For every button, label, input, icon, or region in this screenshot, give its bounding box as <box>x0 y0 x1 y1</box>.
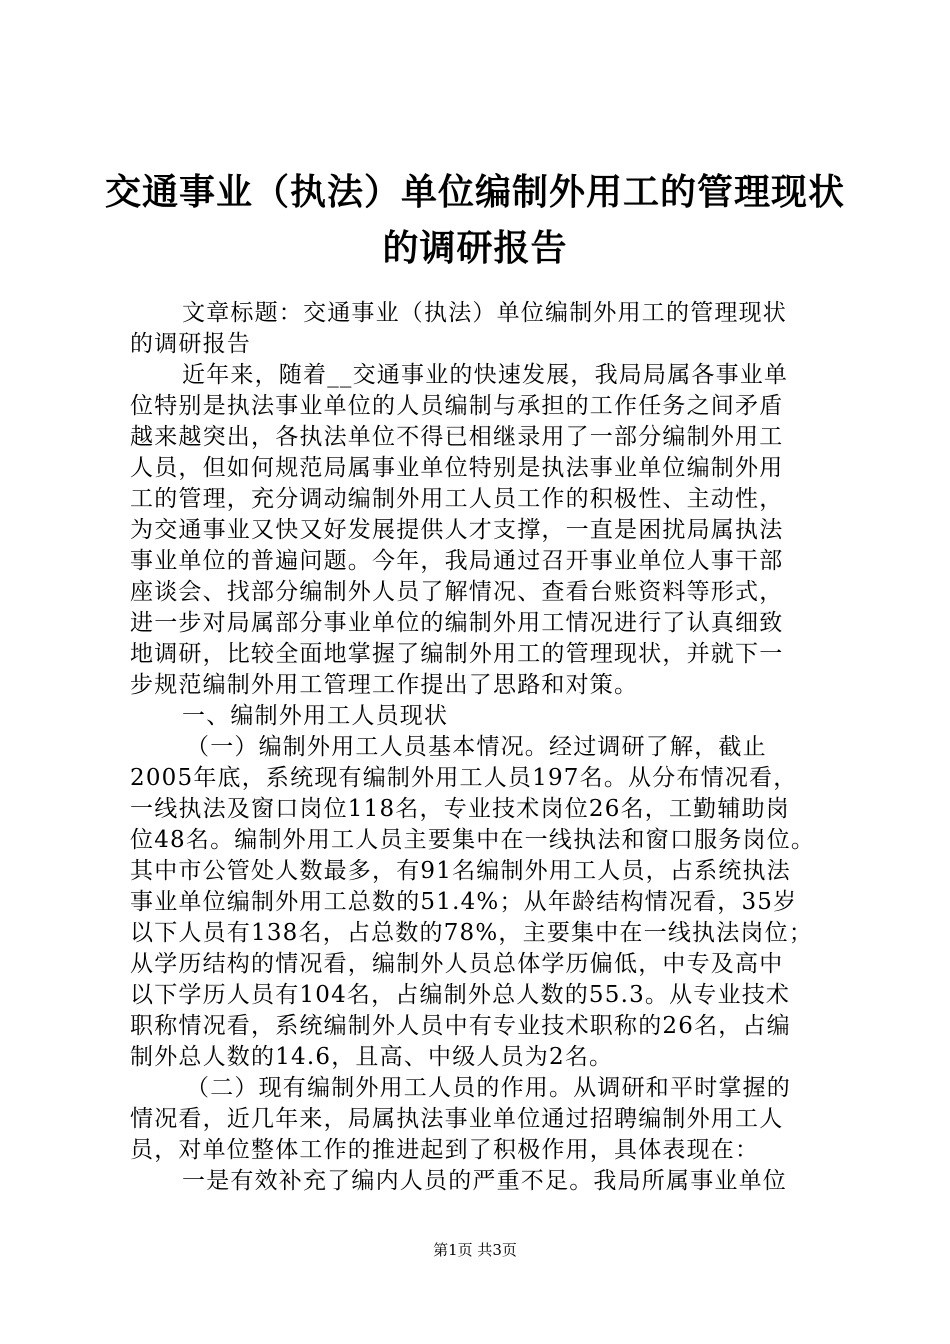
text-line: 文章标题：交通事业（执法）单位编制外用工的管理现状 <box>182 300 787 326</box>
section-heading: 一、编制外用工人员现状 <box>182 703 449 729</box>
text-line: 事业单位编制外用工总数的51.4%；从年龄结构情况看，35岁 <box>130 889 798 915</box>
text-line: 越来越突出，各执法单位不得已相继录用了一部分编制外用工 <box>130 424 784 450</box>
page-number: 第1页 共3页 <box>433 1241 517 1259</box>
text-line: 情况看，近几年来，局属执法事业单位通过招聘编制外用工人 <box>130 1106 784 1132</box>
text-line: 2005年底，系统现有编制外用工人员197名。从分布情况看， <box>130 765 798 791</box>
text-line: 员，对单位整体工作的推进起到了积极作用，具体表现在： <box>130 1137 760 1163</box>
text-line: 其中市公管处人数最多，有91名编制外用工人员，占系统执法 <box>130 858 791 884</box>
text-line: 一线执法及窗口岗位118名，专业技术岗位26名，工勤辅助岗 <box>130 796 790 822</box>
text-line: 以下学历人员有104名，占编制外总人数的55.3。从专业技术 <box>130 982 791 1008</box>
text-line: 人员，但如何规范局属事业单位特别是执法事业单位编制外用 <box>130 455 784 481</box>
text-line: （一）编制外用工人员基本情况。经过调研了解，截止 <box>186 734 767 760</box>
text-line: 座谈会、找部分编制外人员了解情况、查看台账资料等形式， <box>130 579 784 605</box>
text-line: 工的管理，充分调动编制外用工人员工作的积极性、主动性， <box>130 486 784 512</box>
text-line: 一是有效补充了编内人员的严重不足。我局所属事业单位 <box>182 1168 787 1194</box>
text-line: 步规范编制外用工管理工作提出了思路和对策。 <box>130 672 639 698</box>
text-line: 以下人员有138名，占总数的78%，主要集中在一线执法岗位； <box>130 920 814 946</box>
text-line: 的调研报告 <box>130 331 251 357</box>
text-line: 位特别是执法事业单位的人员编制与承担的工作任务之间矛盾 <box>130 393 784 419</box>
text-line: 职称情况看，系统编制外人员中有专业技术职称的26名，占编 <box>130 1013 791 1039</box>
text-line: 事业单位的普遍问题。今年，我局通过召开事业单位人事干部 <box>130 548 784 574</box>
text-line: 近年来，随着__交通事业的快速发展，我局局属各事业单 <box>182 362 789 388</box>
text-line: （二）现有编制外用工人员的作用。从调研和平时掌握的 <box>186 1075 791 1101</box>
text-line: 地调研，比较全面地掌握了编制外用工的管理现状，并就下一 <box>130 641 784 667</box>
document-title-line-2: 的调研报告 <box>382 227 568 269</box>
text-line: 从学历结构的情况看，编制外人员总体学历偏低，中专及高中 <box>130 951 784 977</box>
document-title-line-1: 交通事业（执法）单位编制外用工的管理现状 <box>104 171 845 213</box>
text-line: 制外总人数的14.6，且高、中级人员为2名。 <box>130 1044 614 1070</box>
text-line: 位48名。编制外用工人员主要集中在一线执法和窗口服务岗位。 <box>130 827 816 853</box>
text-line: 为交通事业又快又好发展提供人才支撑，一直是困扰局属执法 <box>130 517 784 543</box>
document-body <box>130 298 834 1197</box>
text-line: 进一步对局属部分事业单位的编制外用工情况进行了认真细致 <box>130 610 784 636</box>
